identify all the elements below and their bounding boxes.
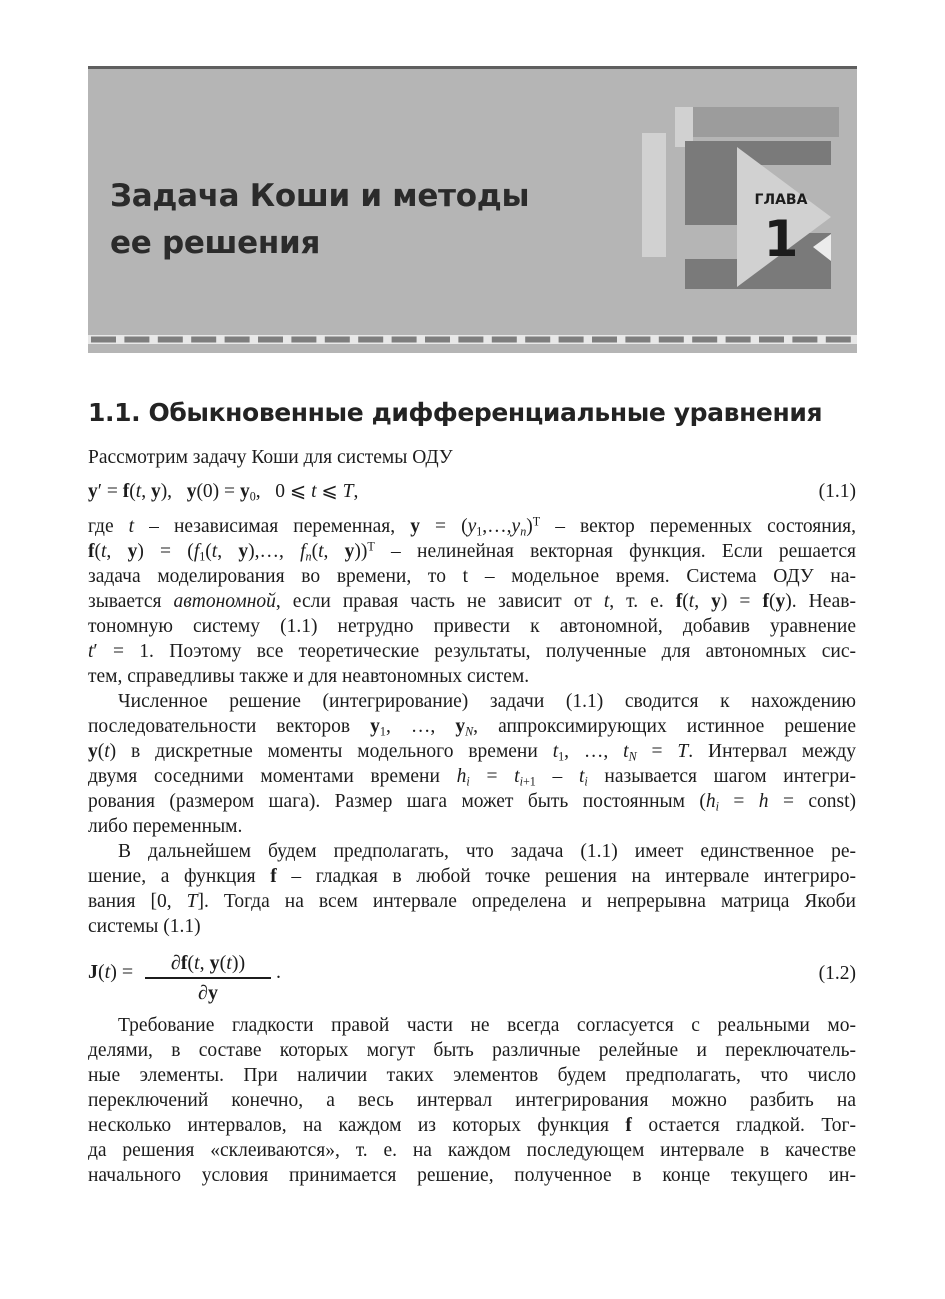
paragraph-4-line-7: начального условия принимается решение, полученное в конце текущего ин- — [88, 1165, 856, 1186]
chapter-label: ГЛАВА — [754, 192, 808, 208]
paragraph-4-line-6: да решения «склеиваются», т. е. на каждом последующем интервале в качестве — [88, 1140, 856, 1161]
chapter-title-line-2: ее решения — [110, 225, 321, 261]
paragraph-2-line-2: последовательности векторов $y_1$, …, $y_N$, аппроксимирующих истинное решение — [88, 716, 857, 739]
equation-number-1-1: (1.1) — [818, 481, 856, 502]
paragraph-1-line-1: где t – независимая переменная, $y = (y_1,\dots,y_n)^T$ – вектор переменных состояния, — [88, 514, 856, 539]
chapter-banner — [88, 66, 857, 353]
section-heading: 1.1. Обыкновенные дифференциальные уравнения — [88, 398, 823, 427]
paragraph-3-line-3: вания [0, T]. Тогда на всем интервале определена и непрерывна матрица Якоби — [88, 891, 856, 912]
paragraph-2-line-5: рования (размером шага). Размер шага может быть постоянным ($h_i = h$ = const) — [88, 791, 856, 814]
banner-dash-strip — [88, 335, 857, 344]
paragraph-4-line-4: переключений конечно, а весь интервал интегрирования можно разбить на — [88, 1090, 856, 1111]
equation-1-1: y′ = f(t, y), $y(0) = y_0$, 0 ⩽ t ⩽ T, — [88, 481, 359, 504]
paragraph-1-line-5: тономную систему (1.1) нетрудно привести к автономной, добавив уравнение — [88, 616, 856, 637]
paragraph-2-line-3: y(t) в дискретные моменты модельного времени $t_1$, …, $t_N = T$. Интервал между — [88, 741, 857, 764]
emblem-bar-left — [642, 133, 666, 257]
equation-number-1-2: (1.2) — [818, 963, 856, 984]
paragraph-1-line-4: зывается автономной, если правая часть не зависит от t, т. е. f(t, y) = f(y). Неав- — [88, 591, 857, 612]
emblem-bar-top — [693, 107, 839, 137]
paragraph-1-line-2: f(t, $y) = (f_1(t$, y),…, $f_n(t$, y))$^T$ – нелинейная векторная функция. Если решается — [88, 539, 857, 564]
intro-text: Рассмотрим задачу Коши для системы ОДУ — [88, 447, 453, 468]
emblem-cutout — [685, 225, 737, 259]
chapter-number: 1 — [763, 210, 799, 268]
paragraph-2-line-4: двумя соседними моментами времени $h_i = t_{i+1} - t_i$ называется шагом интегри- — [88, 766, 857, 789]
equation-1-2: J(t) = ∂f(t, y(t)) ∂y . — [88, 952, 281, 1004]
chapter-title — [110, 173, 570, 267]
paragraph-4-line-2: делями, в составе которых могут быть различные релейные и переключатель- — [88, 1040, 856, 1061]
paragraph-1-line-6: t′ = 1. Поэтому все теоретические результаты, полученные для автономных сис- — [88, 641, 856, 662]
paragraph-2-line-6: либо переменным. — [88, 816, 243, 837]
paragraph-1-line-7: тем, справедливы также и для неавтономных систем. — [88, 666, 530, 687]
paragraph-1-line-3: задача моделирования во времени, то t – модельное время. Система ОДУ на- — [88, 566, 856, 587]
chapter-title-line-1: Задача Коши и методы — [110, 178, 530, 214]
paragraph-4-line-5: несколько интервалов, на каждом из которых функция f остается гладкой. Тог- — [88, 1115, 857, 1136]
paragraph-4-line-1: Требование гладкости правой части не всегда согласуется с реальными мо- — [118, 1015, 856, 1036]
paragraph-3-line-1: В дальнейшем будем предполагать, что задача (1.1) имеет единственное ре- — [118, 841, 856, 862]
paragraph-3-line-4: системы (1.1) — [88, 916, 201, 937]
jacobian-fraction: ∂f(t, y(t)) ∂y — [145, 950, 271, 1006]
paragraph-4-line-3: ные элементы. При наличии таких элементов будем предполагать, что число — [88, 1065, 856, 1086]
paragraph-3-line-2: шение, а функция f – гладкая в любой точке решения на интервале интегриро- — [88, 866, 856, 887]
paragraph-2-line-1: Численное решение (интегрирование) задачи (1.1) сводится к нахождению — [118, 691, 856, 712]
chapter-emblem — [639, 107, 839, 289]
